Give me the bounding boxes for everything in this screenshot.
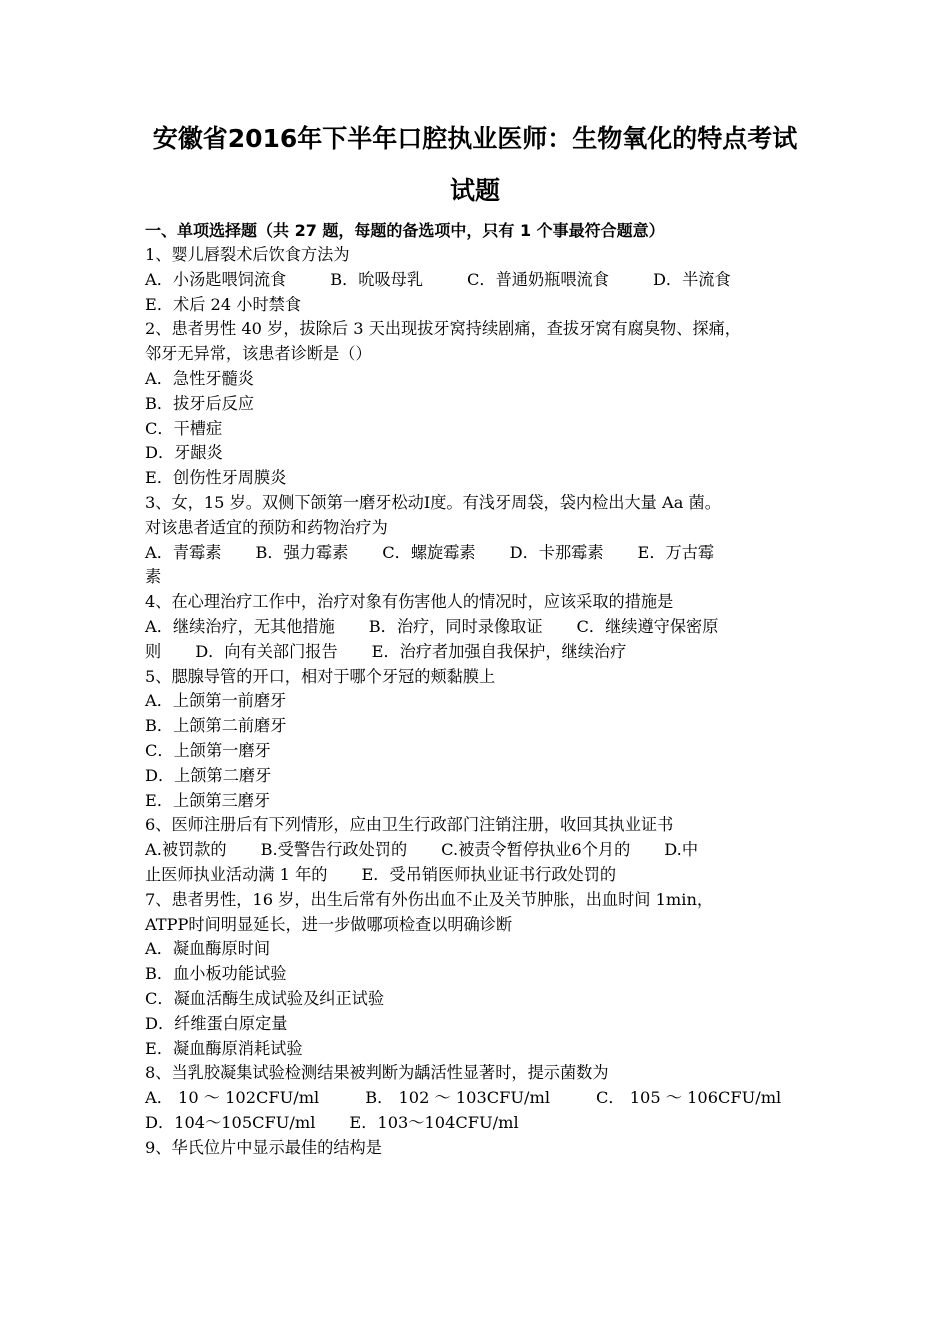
option-e: E．凝血酶原消耗试验 [145,1038,303,1058]
option-d-cont: 止医师执业活动满 1 年的 [145,864,328,884]
section-heading: 一、单项选择题（共 27 题，每题的备选项中，只有 1 个事最符合题意） [145,221,665,240]
option-b: B．上颌第二前磨牙 [145,716,287,736]
option-e: E．创伤性牙周膜炎 [145,468,287,488]
question-list [145,243,810,1160]
option-c: C．干槽症 [145,418,223,438]
option-d: D．卡那霉素 [509,542,604,562]
option-c: C．普通奶瓶喂流食 [467,269,609,289]
option-c: C.被责令暂停执业6个月的 [441,840,631,860]
option-b: B．拔牙后反应 [145,393,255,413]
option-a: A.被罚款的 [145,840,227,860]
question-3-options [145,541,810,566]
option-d: D．向有关部门报告 [195,641,338,661]
title-line-2: 试题 [449,176,500,205]
option-b: B.受警告行政处罚的 [260,840,408,860]
question-5-stem: 5、腮腺导管的开口，相对于哪个牙冠的颊黏膜上 [145,666,496,686]
option-e: E．万古霉 [637,542,715,562]
question-4-options [145,615,810,640]
option-c: C．继续遵守保密原 [576,616,719,636]
option-d: D．纤维蛋白原定量 [145,1013,288,1033]
option-d: D．上颌第二磨牙 [145,765,272,785]
question-6-stem: 6、医师注册后有下列情形，应由卫生行政部门注销注册，收回其执业证书 [145,815,674,835]
question-6-options-cont [145,863,810,888]
option-c-cont: 则 [145,641,162,661]
option-c: C．螺旋霉素 [382,542,476,562]
option-a: A．急性牙髓炎 [145,368,254,388]
question-7-stem: 7、患者男性，16 岁，出生后常有外伤出血不止及关节肿胀，出血时间 1min， [145,889,714,909]
question-1-stem: 1、婴儿唇裂术后饮食方法为 [145,245,350,264]
option-c: C． 105 ～ 106CFU/ml [596,1088,782,1108]
question-3-stem: 3、女，15 岁。双侧下颌第一磨牙松动Ⅰ度。有浅牙周袋，袋内检出大量 Aa 菌。 [145,492,721,512]
question-7-stem-cont: ATPP时间明显延长，进一步做哪项检查以明确诊断 [145,914,513,934]
option-e-cont: 素 [145,567,162,587]
option-d: D．半流食 [652,269,731,289]
question-4-options-cont [145,640,810,665]
option-d: D．牙龈炎 [145,443,223,463]
option-b: B．治疗，同时录像取证 [368,616,543,636]
question-2-stem: 2、患者男性 40 岁，拔除后 3 天出现拔牙窝持续剧痛，查拔牙窝有腐臭物、探痛， [145,319,741,339]
question-9-stem: 9、华氏位片中显示最佳的结构是 [145,1137,382,1157]
option-c: C．上颌第一磨牙 [145,740,271,760]
title-line-1: 安徽省2016年下半年口腔执业医师：生物氧化的特点考试 [152,124,798,153]
option-e: E．治疗者加强自我保护，继续治疗 [371,641,627,661]
option-e: E．103～104CFU/ml [349,1112,519,1132]
option-b: B．吮吸母乳 [330,269,424,289]
option-b: B． 102 ～ 103CFU/ml [365,1088,550,1108]
option-d: D.中 [664,840,699,860]
option-d: D．104～105CFU/ml [145,1112,316,1132]
option-a: A．凝血酶原时间 [145,939,271,959]
question-1-options [145,268,810,293]
option-c: C．凝血活酶生成试验及纠正试验 [145,988,385,1008]
option-e: E．术后 24 小时禁食 [145,294,302,314]
option-b: B．强力霉素 [255,542,349,562]
document-title [120,113,830,217]
option-e: E．受吊销医师执业证书行政处罚的 [361,864,617,884]
question-4-stem: 4、在心理治疗工作中，治疗对象有伤害他人的情况时，应该采取的措施是 [145,592,674,612]
question-2-stem-cont: 邻牙无异常，该患者诊断是（） [145,344,372,364]
option-a: A．小汤匙喂饲流食 [145,269,287,289]
question-6-options [145,838,810,863]
option-e: E．上颌第三磨牙 [145,790,271,810]
option-b: B．血小板功能试验 [145,964,287,984]
option-a: A．上颌第一前磨牙 [145,691,287,711]
option-a: A．青霉素 [145,542,222,562]
question-8-stem: 8、当乳胶凝集试验检测结果被判断为龋活性显著时，提示菌数为 [145,1063,609,1083]
question-3-stem-cont: 对该患者适宜的预防和药物治疗为 [145,517,388,537]
question-8-options [145,1086,810,1111]
option-a: A．继续治疗，无其他措施 [145,616,335,636]
question-8-options-cont [145,1111,810,1136]
option-a: A． 10 ～ 102CFU/ml [145,1088,320,1108]
